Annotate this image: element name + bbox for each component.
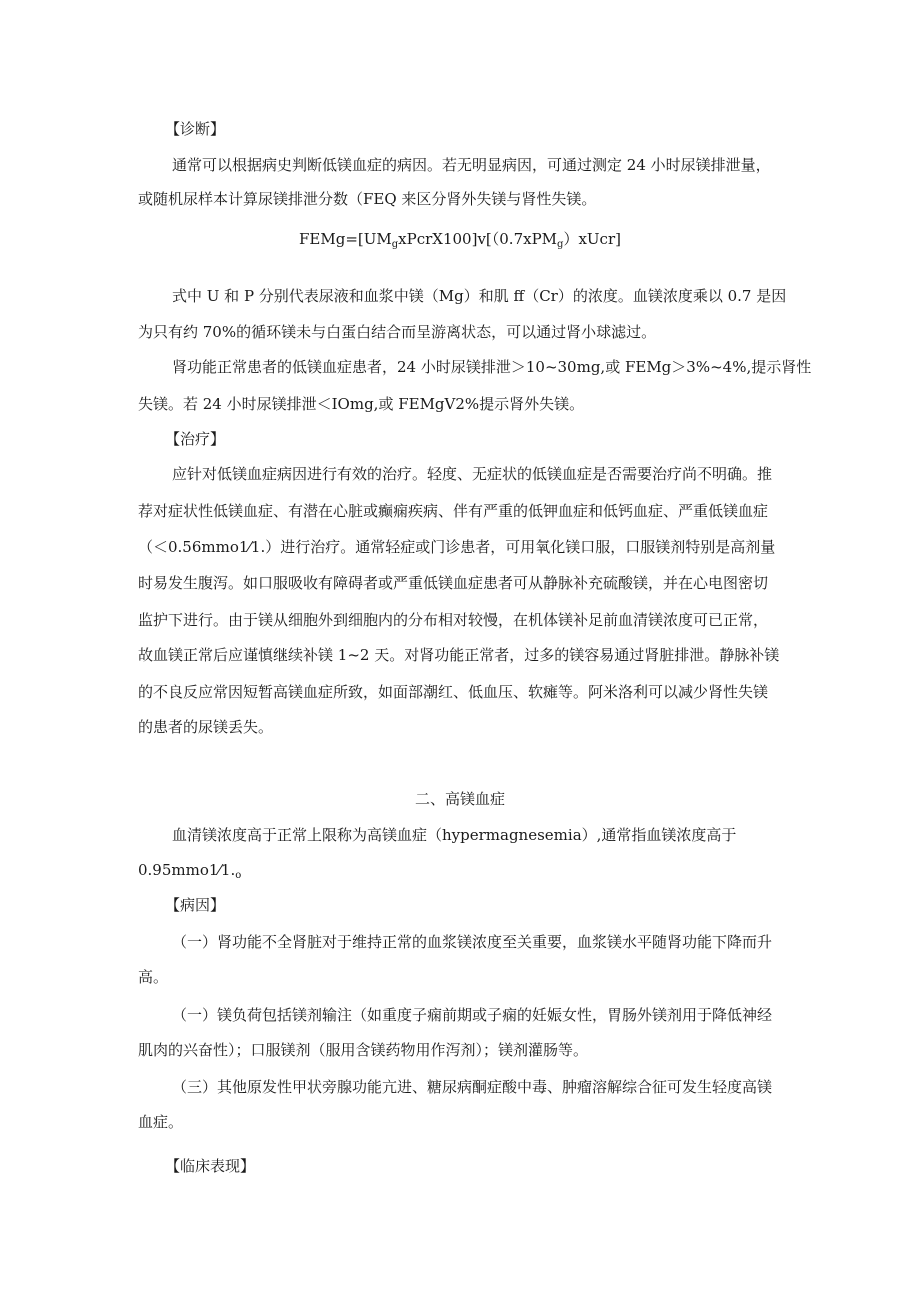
section-title-hypermagnesemia: 二、高镁血症 bbox=[414, 790, 505, 808]
cause-1-line-1: （一）肾功能不全肾脏对于维持正常的血浆镁浓度至关重要，血浆镁水平随肾功能下降而升 bbox=[172, 933, 773, 951]
diagnosis-paragraph-3-line-1: 肾功能正常患者的低镁血症患者，24 小时尿镁排泄＞10~30mg,或 FEMg＞3%~4%,提示肾性 bbox=[172, 358, 812, 376]
intro-value: 0.95mmo1⁄1. bbox=[138, 861, 236, 879]
treatment-line: 的患者的尿镁丢失。 bbox=[138, 718, 274, 736]
intro-value-suffix: o bbox=[235, 870, 242, 881]
treatment-line: 荐对症状性低镁血症、有潜在心脏或癫痫疾病、伴有严重的低钾血症和低钙血症、严重低镁血症 bbox=[138, 502, 769, 520]
cause-3-line-2: 血症。 bbox=[138, 1113, 184, 1131]
treatment-line: 监护下进行。由于镁从细胞外到细胞内的分布相对较慢，在机体镁补足前血清镁浓度可已正常， bbox=[138, 611, 769, 629]
clinical-heading: 【临床表现】 bbox=[165, 1157, 256, 1175]
cause-1-line-2: 高。 bbox=[138, 968, 169, 986]
formula-subscript-2: g bbox=[557, 239, 564, 250]
diagnosis-paragraph-1-line-2: 或随机尿样本计算尿镁排泄分数（FEQ 来区分肾外失镁与肾性失镁。 bbox=[138, 190, 597, 208]
cause-2-line-2: 肌肉的兴奋性）；口服镁剂（服用含镁药物用作泻剂）；镁剂灌肠等。 bbox=[138, 1041, 589, 1059]
diagnosis-paragraph-2-line-2: 为只有约 70%的循环镁未与白蛋白结合而呈游离状态，可以通过肾小球滤过。 bbox=[138, 323, 657, 341]
diagnosis-paragraph-2-line-1: 式中 U 和 P 分别代表尿液和血浆中镁（Mg）和肌 ff（Cr）的浓度。血镁浓度乘以 0.7 是因 bbox=[172, 287, 787, 305]
formula-part-1: FEMg=[UM bbox=[299, 230, 392, 248]
treatment-heading: 【治疗】 bbox=[165, 430, 226, 448]
treatment-line: 应针对低镁血症病因进行有效的治疗。轻度、无症状的低镁血症是否需要治疗尚不明确。推 bbox=[172, 465, 773, 483]
cause-2-line-1: （一）镁负荷包括镁剂输注（如重度子痫前期或子痫的妊娠女性，胃肠外镁剂用于降低神经 bbox=[172, 1006, 773, 1024]
treatment-line: （＜0.56mmo1⁄1.）进行治疗。通常轻症或门诊患者，可用氧化镁口服，口服镁剂特别是高剂量 bbox=[138, 538, 776, 556]
diagnosis-paragraph-1-line-1: 通常可以根据病史判断低镁血症的病因。若无明显病因，可通过测定 24 小时尿镁排泄量， bbox=[172, 156, 771, 174]
femg-formula bbox=[0, 229, 920, 249]
treatment-line: 故血镁正常后应谨慎继续补镁 1~2 天。对肾功能正常者，过多的镁容易通过肾脏排泄。静脉补镁 bbox=[138, 646, 780, 664]
formula-part-2: xPcrX100]v[（0.7xPM bbox=[398, 230, 558, 248]
hypermagnesemia-intro-line-1: 血清镁浓度高于正常上限称为高镁血症（hypermagnesemia）,通常指血镁浓度高于 bbox=[172, 826, 737, 844]
diagnosis-heading: 【诊断】 bbox=[165, 120, 226, 138]
hypermagnesemia-intro-line-2 bbox=[138, 860, 241, 886]
formula-part-3: ）xUcr] bbox=[563, 230, 621, 248]
treatment-line: 时易发生腹泻。如口服吸收有障碍者或严重低镁血症患者可从静脉补充硫酸镁，并在心电图密切 bbox=[138, 574, 769, 592]
cause-heading: 【病因】 bbox=[165, 896, 226, 914]
formula-subscript-1: g bbox=[391, 239, 399, 250]
diagnosis-paragraph-3-line-2: 失镁。若 24 小时尿镁排泄＜IOmg,或 FEMgV2%提示肾外失镁。 bbox=[138, 395, 585, 413]
cause-3-line-1: （三）其他原发性甲状旁腺功能亢进、糖尿病酮症酸中毒、肿瘤溶解综合征可发生轻度高镁 bbox=[172, 1078, 773, 1096]
treatment-line: 的不良反应常因短暂高镁血症所致，如面部潮红、低血压、软瘫等。阿米洛利可以减少肾性失镁 bbox=[138, 683, 769, 701]
